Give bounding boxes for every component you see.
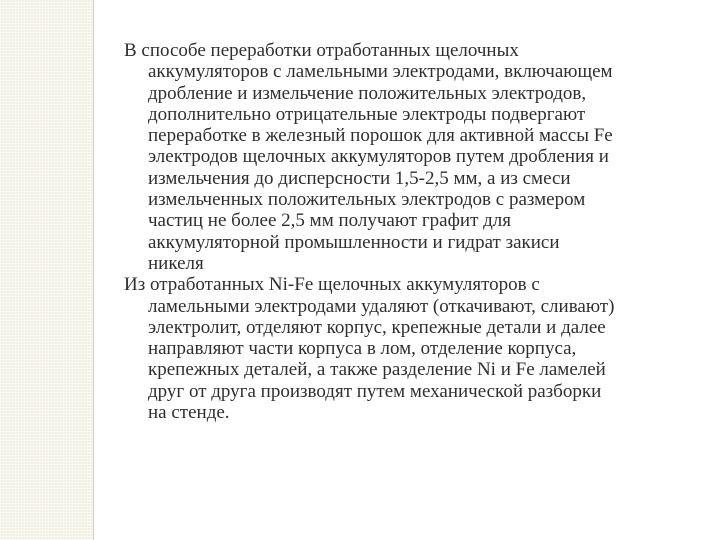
side-divider-line [93, 0, 94, 540]
paragraph-recycling-method: В способе переработки отработанных щелочных аккумуляторов с ламельными электродами, включающем дробление и измельчение положительных электродов, дополнительно отрицательные электроды подвергают переработке в железный порошок для активной массы Fe электродов щелочных аккумуляторов путем дробления и измельчения до дисперсности 1,5-2,5 мм, а из смеси измельченных положительных электродов с размером частиц не более 2,5 мм получают графит для аккумуляторной промышленности и гидрат закиси никеля [124, 40, 613, 274]
slide-text-body [124, 40, 714, 423]
paragraph-ni-fe-disassembly: Из отработанных Ni-Fe щелочных аккумуляторов с ламельными электродами удаляют (откачивают, сливают) электролит, отделяют корпус, крепежные детали и далее направляют части корпуса в лом, отделение корпуса, крепежных деталей, а также разделение Ni и Fe ламелей друг от друга производят путем механической разборки на стенде. [124, 274, 615, 424]
decorative-side-band [0, 0, 93, 540]
